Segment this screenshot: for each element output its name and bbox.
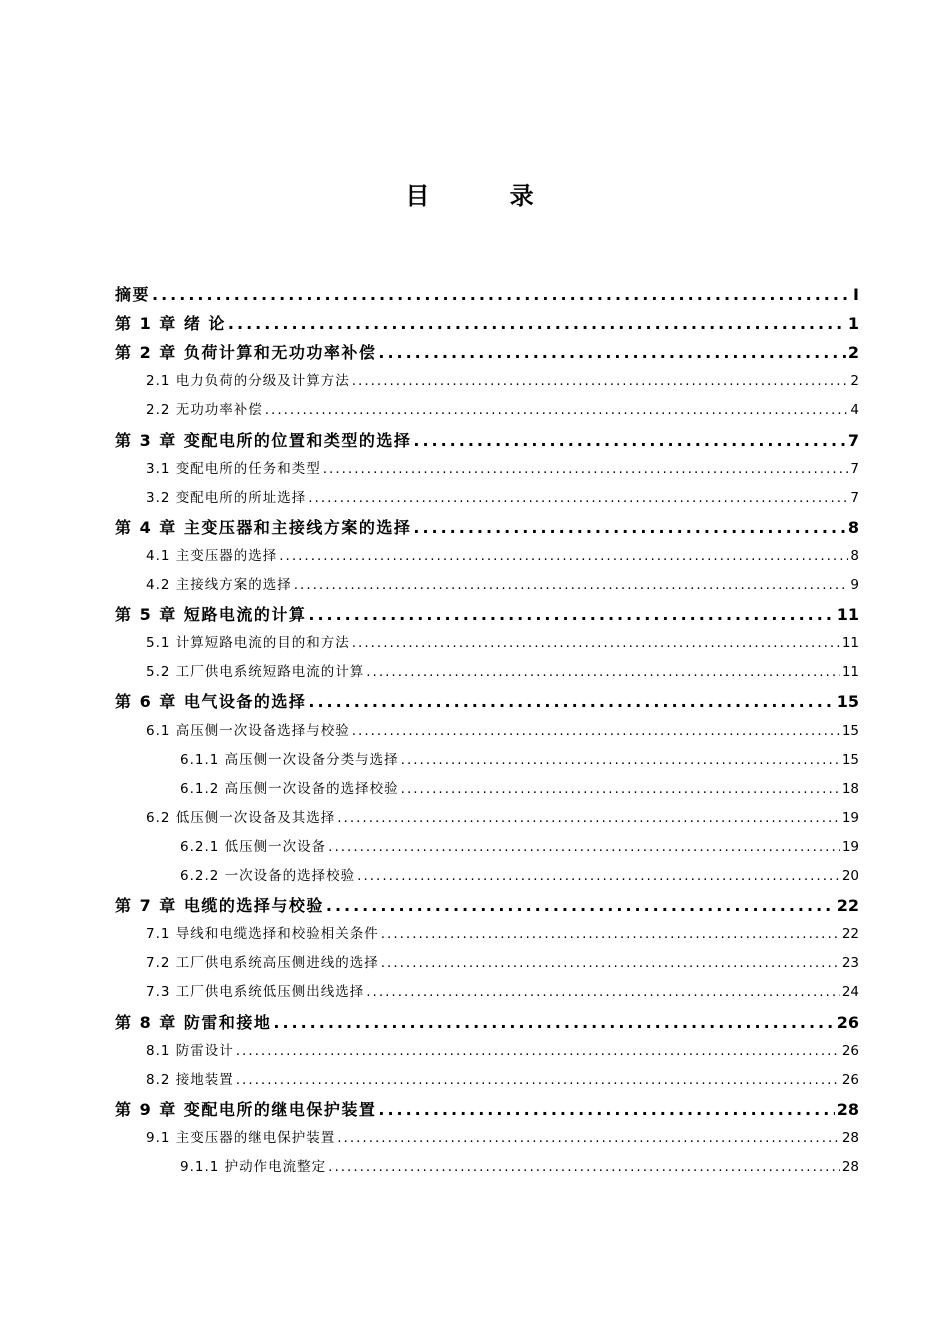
toc-entry-level-2[interactable]	[146, 717, 859, 746]
toc-entry-level-2[interactable]	[146, 1066, 859, 1095]
toc-entry-label: 4.1 主变压器的选择	[146, 547, 278, 564]
toc-entry-level-2[interactable]	[146, 1037, 859, 1066]
toc-entry-level-1[interactable]	[115, 280, 859, 309]
toc-entry-level-3[interactable]	[180, 833, 859, 862]
toc-entry-label: 7.3 工厂供电系统低压侧出线选择	[146, 984, 365, 1001]
toc-entry-label: 7.2 工厂供电系统高压侧进线的选择	[146, 955, 379, 972]
toc-dot-leader	[328, 1153, 840, 1182]
toc-dot-leader	[326, 891, 835, 920]
toc-entry-label: 7.1 导线和电缆选择和校验相关条件	[146, 926, 379, 943]
toc-entry-label: 第 2 章 负荷计算和无功功率补偿	[115, 343, 377, 363]
toc-dot-leader	[279, 542, 848, 571]
toc-dot-leader	[378, 1095, 834, 1124]
toc-dot-leader	[273, 1008, 834, 1037]
toc-dot-leader	[352, 367, 849, 396]
toc-entry-page-number: 28	[841, 1129, 859, 1146]
toc-entry-level-2[interactable]	[146, 484, 859, 513]
toc-entry-page-number: 24	[841, 984, 859, 1001]
toc-entry-page-number: 7	[850, 489, 859, 506]
toc-entry-label: 第 4 章 主变压器和主接线方案的选择	[115, 517, 412, 537]
toc-entry-page-number: 8	[850, 547, 859, 564]
toc-entry-label: 第 1 章 绪 论	[115, 314, 226, 334]
toc-dot-leader	[337, 1124, 840, 1153]
toc-entry-label: 6.2.1 低压侧一次设备	[180, 838, 327, 855]
toc-entry-label: 第 3 章 变配电所的位置和类型的选择	[115, 430, 412, 450]
toc-dot-leader	[413, 426, 846, 455]
toc-entry-label: 6.1 高压侧一次设备选择与校验	[146, 722, 350, 739]
toc-entry-page-number: 23	[841, 955, 859, 972]
toc-entry-page-number: 19	[841, 809, 859, 826]
toc-entry-level-1[interactable]	[115, 1008, 859, 1037]
toc-dot-leader	[236, 1037, 840, 1066]
toc-entry-label: 5.2 工厂供电系统短路电流的计算	[146, 664, 365, 681]
toc-entry-label: 2.1 电力负荷的分级及计算方法	[146, 373, 350, 390]
toc-entry-label: 5.1 计算短路电流的目的和方法	[146, 635, 350, 652]
toc-dot-leader	[228, 309, 846, 338]
toc-entry-label: 2.2 无功功率补偿	[146, 402, 263, 419]
toc-entry-label: 4.2 主接线方案的选择	[146, 577, 292, 593]
toc-dot-leader	[308, 687, 834, 716]
toc-entry-level-3[interactable]	[180, 746, 859, 775]
toc-entry-page-number: 1	[847, 314, 859, 334]
toc-entry-label: 6.1.2 高压侧一次设备的选择校验	[180, 780, 399, 797]
toc-dot-leader	[352, 717, 840, 746]
toc-dot-leader	[308, 600, 834, 629]
toc-entry-level-2[interactable]	[146, 571, 859, 600]
toc-dot-leader	[401, 775, 840, 804]
toc-entry-label: 3.1 变配电所的任务和类型	[146, 460, 321, 477]
toc-entry-level-1[interactable]	[115, 600, 859, 629]
toc-entry-level-1[interactable]	[115, 426, 859, 455]
toc-entry-label: 6.1.1 高压侧一次设备分类与选择	[180, 751, 399, 768]
toc-dot-leader	[294, 571, 849, 600]
toc-entry-level-2[interactable]	[146, 629, 859, 658]
toc-dot-leader	[366, 978, 840, 1007]
toc-entry-level-3[interactable]	[180, 1153, 859, 1182]
toc-entry-level-1[interactable]	[115, 687, 859, 716]
toc-dot-leader	[366, 658, 840, 687]
toc-dot-leader	[152, 280, 851, 309]
toc-entry-level-3[interactable]	[180, 775, 859, 804]
toc-entry-page-number: 15	[836, 692, 859, 712]
toc-dot-leader	[236, 1066, 840, 1095]
toc-entry-page-number: 8	[847, 517, 859, 537]
toc-entry-label: 第 7 章 电缆的选择与校验	[115, 896, 324, 916]
toc-entry-level-2[interactable]	[146, 804, 859, 833]
toc-dot-leader	[381, 920, 840, 949]
toc-entry-level-1[interactable]	[115, 891, 859, 920]
toc-dot-leader	[337, 804, 840, 833]
toc-entry-page-number: 20	[841, 868, 859, 884]
toc-entry-page-number: 28	[841, 1159, 859, 1175]
toc-entry-page-number: 22	[841, 926, 859, 943]
toc-dot-leader	[308, 484, 848, 513]
toc-entry-label: 第 8 章 防雷和接地	[115, 1012, 272, 1032]
toc-entry-page-number: 2	[847, 343, 859, 363]
toc-entry-level-2[interactable]	[146, 396, 859, 425]
toc-entry-label: 摘要	[115, 285, 151, 304]
toc-entry-page-number: 19	[841, 838, 859, 855]
toc-entry-level-2[interactable]	[146, 920, 859, 949]
toc-entry-page-number: 11	[841, 635, 859, 652]
toc-entry-level-2[interactable]	[146, 542, 859, 571]
toc-entry-level-1[interactable]	[115, 1095, 859, 1124]
toc-entry-label: 第 5 章 短路电流的计算	[115, 605, 307, 625]
toc-entry-label: 6.2.2 一次设备的选择校验	[180, 868, 356, 884]
toc-entry-page-number: 4	[850, 402, 859, 419]
toc-dot-leader	[265, 396, 849, 425]
toc-entry-page-number: 7	[850, 460, 859, 477]
toc-entry-page-number: 18	[841, 780, 859, 797]
toc-entry-page-number: 7	[847, 430, 859, 450]
toc-entry-page-number: 26	[836, 1012, 859, 1032]
toc-dot-leader	[352, 629, 840, 658]
toc-entry-page-number: 15	[841, 751, 859, 768]
toc-entry-level-1[interactable]	[115, 309, 859, 338]
toc-entry-level-2[interactable]	[146, 658, 859, 687]
toc-entry-page-number: 11	[836, 605, 859, 625]
toc-dot-leader	[378, 338, 846, 367]
toc-entry-level-1[interactable]	[115, 338, 859, 367]
toc-entry-level-2[interactable]	[146, 367, 859, 396]
toc-entry-page-number: 9	[850, 577, 859, 593]
toc-entry-page-number: I	[853, 285, 859, 304]
toc-entry-page-number: 26	[841, 1042, 859, 1059]
toc-entry-label: 第 6 章 电气设备的选择	[115, 692, 307, 712]
toc-entry-label: 8.1 防雷设计	[146, 1042, 234, 1059]
toc-entry-level-2[interactable]	[146, 949, 859, 978]
toc-entry-level-3[interactable]	[180, 862, 859, 891]
toc-entry-label: 9.1.1 护动作电流整定	[180, 1159, 327, 1175]
toc-entry-label: 9.1 主变压器的继电保护装置	[146, 1129, 336, 1146]
toc-entry-label: 8.2 接地装置	[146, 1071, 234, 1088]
page-title: 目 录	[405, 182, 570, 210]
toc-entry-page-number: 28	[836, 1099, 859, 1119]
toc-dot-leader	[413, 513, 846, 542]
toc-entry-level-2[interactable]	[146, 1124, 859, 1153]
toc-dot-leader	[357, 862, 840, 891]
toc-entry-page-number: 15	[841, 722, 859, 739]
toc-entry-label: 3.2 变配电所的所址选择	[146, 489, 307, 506]
toc-entry-page-number: 2	[850, 373, 859, 390]
toc-dot-leader	[323, 455, 849, 484]
toc-entry-page-number: 26	[841, 1071, 859, 1088]
toc-dot-leader	[401, 746, 840, 775]
toc-entry-page-number: 22	[836, 896, 859, 916]
toc-entry-level-2[interactable]	[146, 978, 859, 1007]
toc-entry-label: 6.2 低压侧一次设备及其选择	[146, 809, 336, 826]
toc-entry-level-2[interactable]	[146, 455, 859, 484]
toc-dot-leader	[328, 833, 840, 862]
toc-dot-leader	[381, 949, 840, 978]
toc-entry-page-number: 11	[841, 664, 859, 681]
toc-entry-level-1[interactable]	[115, 513, 859, 542]
toc-entry-label: 第 9 章 变配电所的继电保护装置	[115, 1099, 377, 1119]
